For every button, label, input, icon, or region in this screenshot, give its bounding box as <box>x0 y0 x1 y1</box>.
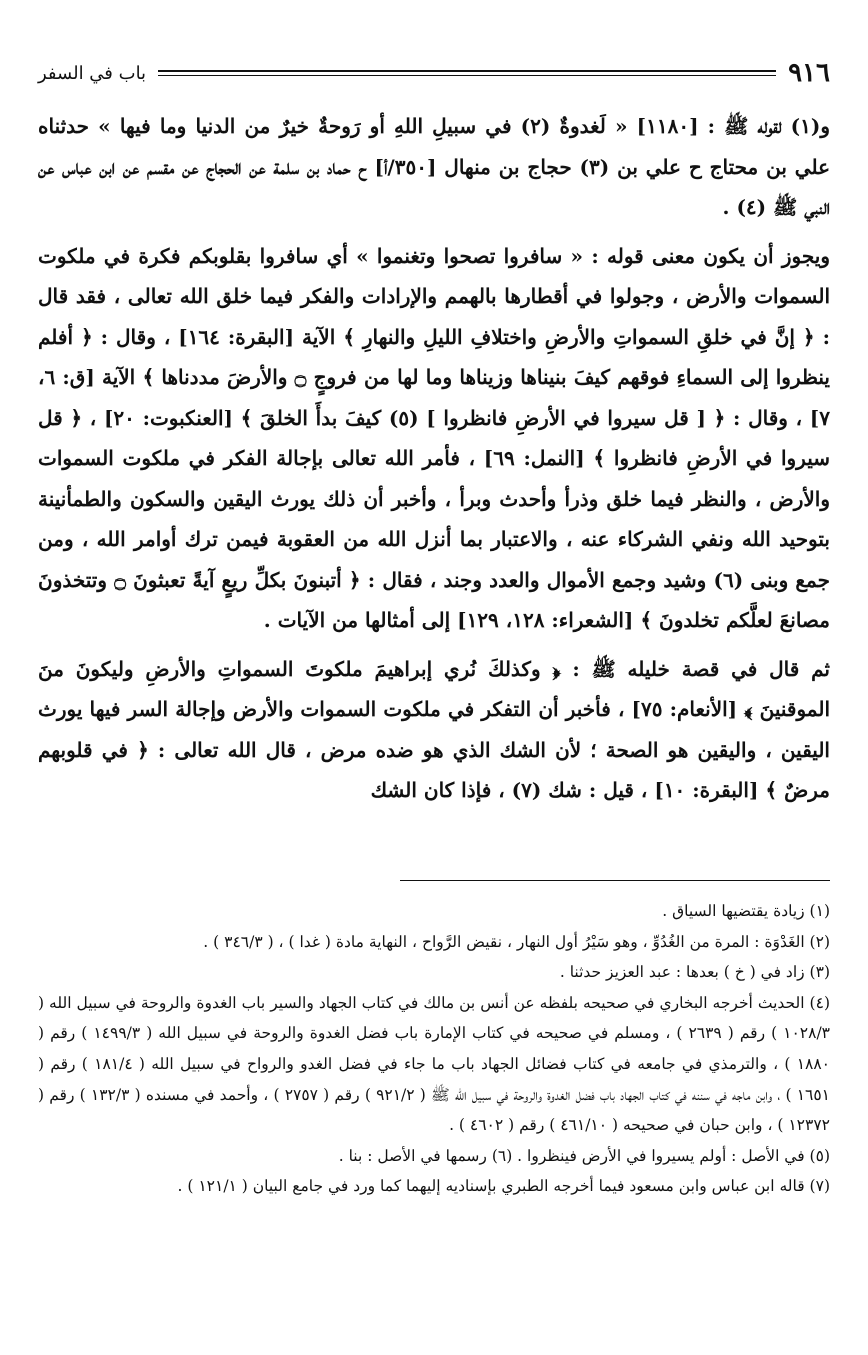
header-rule <box>158 70 776 76</box>
footnote-separator <box>400 880 830 881</box>
main-text <box>38 106 830 811</box>
running-title: باب في السفر <box>38 62 147 84</box>
footnotes <box>38 896 830 1202</box>
footnote-1: (١) زيادة يقتضيها السياق . <box>662 902 830 920</box>
page-header <box>38 52 830 94</box>
book-page <box>38 52 830 819</box>
page-number: ٩١٦ <box>788 58 830 88</box>
footnote-3: (٣) زاد في ( خ ) بعدها : عبد العزيز حدثنا . <box>559 963 830 982</box>
footnote-4: (٤) الحديث أخرجه البخاري في صحيحه بلفظه عن أنس بن مالك في كتاب الجهاد والسير باب الغدوة والروحة في سبيل الله ( ١٠٢٨/٣ ) رقم ( ٢٦٣٩ ) ، ومسلم في صحيحه في كتاب الإمارة باب فضل الغدوة والروحة في سبيل الله ( ١٤٩٩/٣ ) رقم ( ١٨٨٠ ) ، والترمذي في جامعه في كتاب فضائل الجهاد باب ما جاء في فضل الغدو والرواح في سبيل الله ( ١٨١/٤ ) رقم ( ١٦٥١ ) ، وابن ماجه في سننه في كتاب الجهاد باب فضل الغدوة والروحة في سبيل الله ﷺ ( ٩٢١/٢ ) رقم ( ٢٧٥٧ ) ، وأحمد في مسنده ( ١٣٢/٣ ) رقم ( ١٢٣٧٢ ) ، وابن حبان في صحيحه ( ٤٦١/١٠ ) رقم ( ٤٦٠٢ ) . <box>38 993 831 1135</box>
footnote-2: (٢) الغَدْوَة : المرة من الغُدُوِّ ، وهو سَيْرُ أول النهار ، نقيض الرَّواح ، النهاية مادة ( غدا ) ، ( ٣٤٦/٣ ) . <box>203 932 830 951</box>
footnote-7: (٧) قاله ابن عباس وابن مسعود فيما أخرجه الطبري بإسناديه إليهما كما ورد في جامع البيان ( ١٢١/١ ) . <box>177 1177 830 1196</box>
footnote-5-6: (٥) في الأصل : أولم يسيروا في الأرض فينظروا . (٦) رسمها في الأصل : بنا . <box>338 1146 830 1165</box>
paragraph-3: ثم قال في قصة خليله ﷺ : ﴿ وكذلكَ نُري إبراهيمَ ملكوتَ السمواتِ والأرضِ وليكونَ منَ الموقنينَ ﴾ [الأنعام: ٧٥] ، فأخبر أن التفكر في ملكوت السموات والأرض وإجالة السر فيها يورث اليقين ، واليقين هو الصحة ؛ لأن الشك الذي هو ضده مرض ، قال الله تعالى : ﴿ في قلوبهم مرضٌ ﴾ [البقرة: ١٠] ، قيل : شك (٧) ، فإذا كان الشك <box>38 656 830 802</box>
paragraph-1: و(١) لقوله ﷺ : [١١٨٠] « لَغدوةٌ (٢) في سبيلِ اللهِ أو رَوحةٌ خيرٌ من الدنيا وما فيها » حدثناه علي بن محتاج ح علي بن (٣) حجاج بن منهال [٣٥٠/أ] ح حماد بن سلمة عن الحجاج عن مقسم عن ابن عباس عن النبي ﷺ (٤) . <box>38 114 831 219</box>
paragraph-2: ويجوز أن يكون معنى قوله : « سافروا تصحوا وتغنموا » أي سافروا بقلوبكم فكرة في ملكوت السموات والأرض ، وجولوا في أقطارها بالهمم والإرادات والفكر فيما خلق الله تعالى ، فقد قال : ﴿ إنَّ في خلقِ السمواتِ والأرضِ واختلافِ الليلِ والنهارِ ﴾ الآية [البقرة: ١٦٤] ، وقال : ﴿ أفلم ينظروا إلى السماءِ فوقهم كيفَ بنيناها وزيناها وما لها من فروجٍ ۝ والأرضَ مددناها ﴾ الآية [ق: ٦، ٧] ، وقال : ﴿ [ قل سيروا في الأرضِ فانظروا ] (٥) كيفَ بدأَ الخلقَ ﴾ [العنكبوت: ٢٠] ، ﴿ قل سيروا في الأرضِ فانظروا ﴾ [النمل: ٦٩] ، فأمر الله تعالى بإجالة الفكر في ملكوت السموات والأرض ، والنظر فيما خلق وذرأ وأحدث وبرأ ، وأخبر أن ذلك يورث اليقين والسكون والطمأنينة بتوحيد الله ونفي الشركاء عنه ، والاعتبار بما أنزل الله من العقوبة فيمن ترك أوامر الله ، ومن جمع وبنى (٦) وشيد وجمع الأموال والعدد وجند ، فقال : ﴿ أتبنونَ بكلِّ ريعٍ آيةً تعبثونَ ۝ وتتخذونَ مصانعَ لعلَّكم تخلدونَ ﴾ [الشعراء: ١٢٨، ١٢٩] إلى أمثالها من الآيات . <box>38 243 831 632</box>
